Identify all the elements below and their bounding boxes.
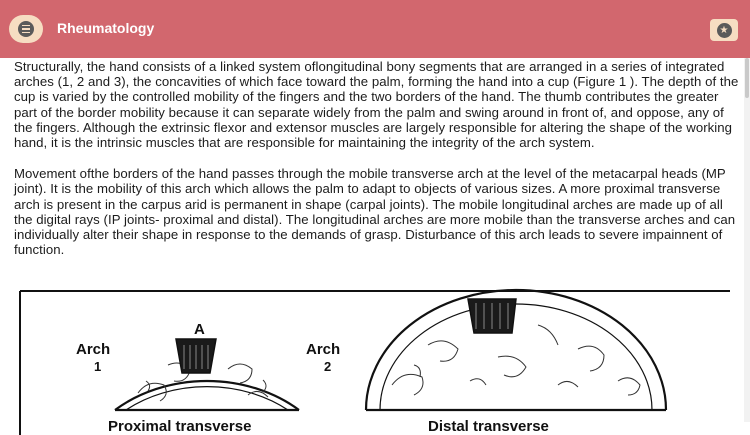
caption-proximal: Proximal transverse: [108, 418, 252, 435]
scrollbar-thumb[interactable]: [745, 58, 749, 98]
app-title: Rheumatology: [57, 20, 155, 36]
arch-marker-a: A: [194, 321, 205, 338]
menu-button[interactable]: [9, 15, 43, 43]
app-bar: [0, 0, 750, 58]
scrollbar[interactable]: [744, 58, 750, 422]
article-page: [14, 58, 744, 257]
arch-2-number: 2: [324, 359, 332, 374]
hamburger-menu-icon: [18, 21, 34, 37]
article-paragraph: Movement ofthe borders of the hand passes through the mobile transverse arch at the level of the metacarpal heads (MP joint). It is the mobility of this arch which allows the palm to adapt to objects of various sizes. A more proximal transverse arch is present in the carpus arid is permanent in shape (carpal joints). The mobile longitudinal arches are made up of all the digital rays (IP joints- proximal and distal). The longitudinal arches are more mobile than the transverse arches and can individually alter their shape in response to the demands of grasp. Disturbance of this arch leads to severe impainnent of function.: [14, 166, 736, 258]
caption-distal: Distal transverse: [428, 418, 549, 435]
favorite-button[interactable]: [710, 19, 738, 41]
article-paragraph: Structurally, the hand consists of a linked system oflongitudinal bony segments that are arranged in a series of integrated arches (1, 2 and 3), the concavities of which face toward the palm, forming the hand into a cup (Figure 1 ). The depth of the cup is varied by the controlled mobility of the fingers and the two borders of the hand. The thumb contributes the greater part of the border mobility because it can separate widely from the palm and swing around in front of, and oppose, any of the fingers. Although the extrinsic flexor and extensor muscles are largely responsible for altering the shape of the working hand, it is the intrinsic muscles that are responsible for maintaining the integrity of the arch system.: [14, 59, 739, 151]
hand-arches-figure: [18, 285, 730, 435]
article-scroll-view[interactable]: [0, 58, 750, 435]
arch-2-label: Arch: [306, 341, 341, 358]
arch-1-label: Arch: [76, 341, 111, 358]
arch-1-number: 1: [94, 359, 102, 374]
star-icon: ★: [717, 23, 732, 38]
